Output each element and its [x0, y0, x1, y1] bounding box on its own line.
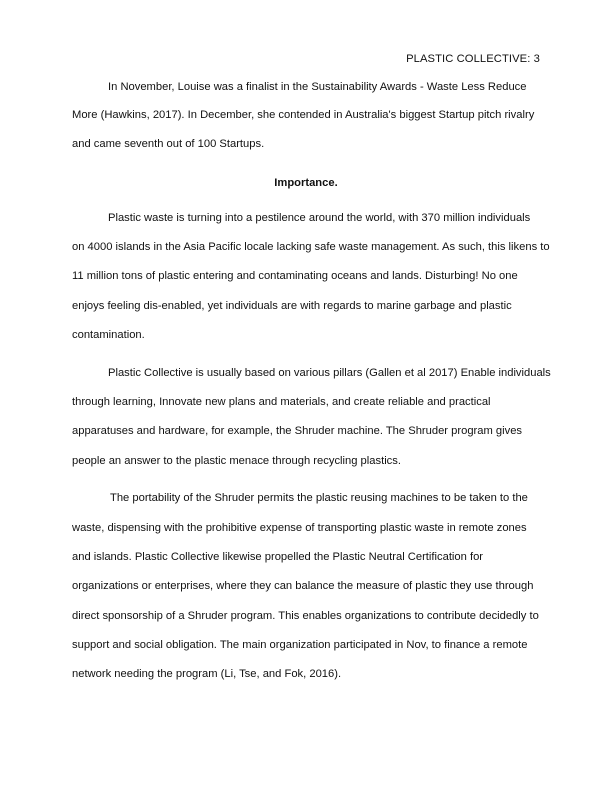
paragraph-line: 11 million tons of plastic entering and contaminating oceans and lands. Disturbing! No one [72, 270, 518, 282]
paragraph-line: on 4000 islands in the Asia Pacific locale lacking safe waste management. As such, this likens to [72, 241, 550, 253]
paragraph-line: contamination. [72, 329, 145, 341]
paragraph-line: organizations or enterprises, where they can balance the measure of plastic they use through [72, 580, 534, 592]
paragraph-line: support and social obligation. The main organization participated in Nov, to finance a remote [72, 639, 528, 651]
section-heading: Importance. [274, 177, 338, 189]
paragraph-line: people an answer to the plastic menace through recycling plastics. [72, 455, 401, 467]
paragraph-line: direct sponsorship of a Shruder program. This enables organizations to contribute decidedly to [72, 610, 539, 622]
paragraph-line: Plastic Collective is usually based on various pillars (Gallen et al 2017) Enable individuals [108, 367, 551, 379]
paragraph-line: through learning, Innovate new plans and materials, and create reliable and practical [72, 396, 491, 408]
paragraph-line: network needing the program (Li, Tse, and Fok, 2016). [72, 668, 342, 680]
paragraph-line: The portability of the Shruder permits the plastic reusing machines to be taken to the [110, 492, 528, 504]
running-head: PLASTIC COLLECTIVE: 3 [406, 53, 540, 65]
paragraph-line: More (Hawkins, 2017). In December, she contended in Australia's biggest Startup pitch rivalry [72, 109, 535, 121]
paragraph-line: Plastic waste is turning into a pestilence around the world, with 370 million individuals [108, 212, 531, 224]
paragraph-line: apparatuses and hardware, for example, the Shruder machine. The Shruder program gives [72, 425, 523, 437]
paragraph-line: and islands. Plastic Collective likewise propelled the Plastic Neutral Certification for [72, 551, 484, 563]
paragraph-line: and came seventh out of 100 Startups. [72, 138, 265, 150]
paragraph-line: In November, Louise was a finalist in the Sustainability Awards - Waste Less Reduce [108, 81, 527, 93]
paragraph-line: enjoys feeling dis-enabled, yet individuals are with regards to marine garbage and plastic [72, 300, 512, 312]
paragraph-line: waste, dispensing with the prohibitive expense of transporting plastic waste in remote zones [72, 522, 527, 534]
